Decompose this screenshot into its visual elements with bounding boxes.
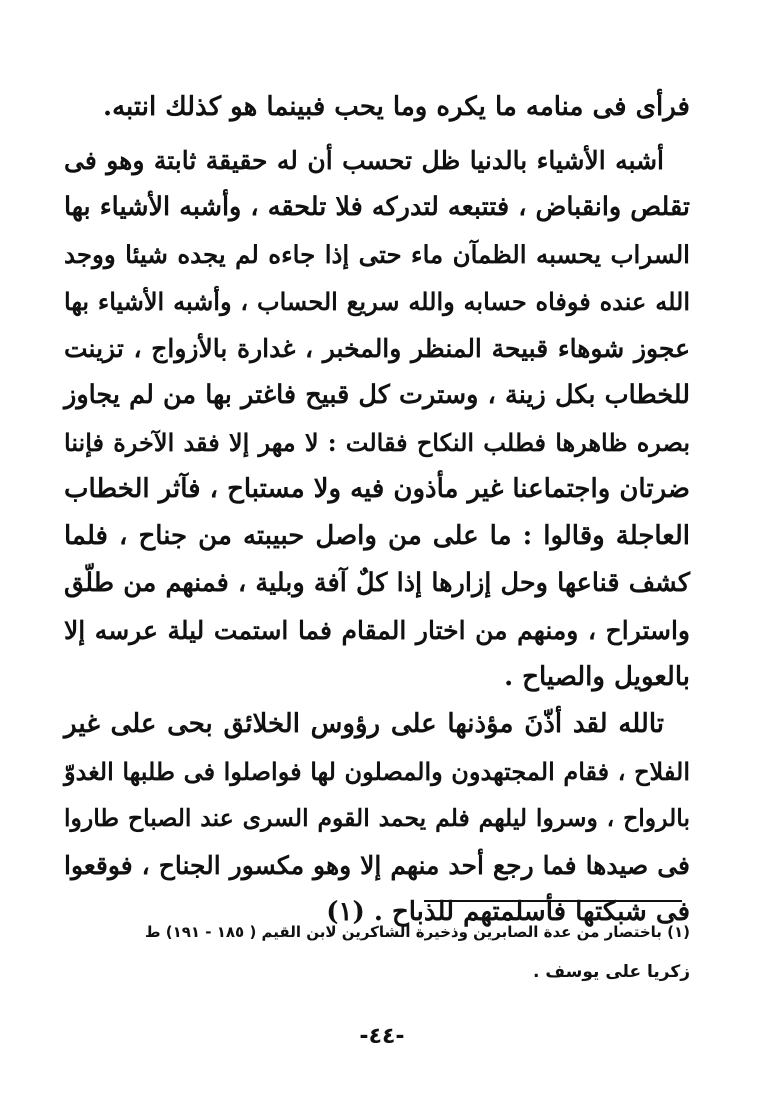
text-line: السراب يحسبه الظمآن ماء حتى إذا جاءه لم يجده شيئا ووجد xyxy=(64,240,690,269)
text-line: الله عنده فوفاه حسابه والله سريع الحساب ، وأشبه الأشياء بها xyxy=(64,287,690,316)
footnote-line: زكريا على يوسف . xyxy=(533,962,690,982)
text-line: فى صيدها فما رجع أحد منهم إلا وهو مكسور الجناح ، فوقعوا xyxy=(64,851,690,880)
footnote-line: (١) باختصار من عدة الصابرين وذخيرة الشاكرين لابن القيم ( ١٨٥ - ١٩١) ط xyxy=(144,923,690,941)
footnotes xyxy=(128,912,690,992)
main-text xyxy=(64,84,690,936)
text-line: واستراح ، ومنهم من اختار المقام فما استمت ليلة عرسه إلا xyxy=(64,616,690,645)
text-line: عجوز شوهاء قبيحة المنظر والمخبر ، غدارة بالأزواج ، تزينت xyxy=(64,334,690,363)
text-line: للخطاب بكل زينة ، وسترت كل قبيح فاغتر بها من لم يجاوز xyxy=(64,380,690,410)
text-line: بصره ظاهرها فطلب النكاح فقالت : لا مهر إلا فقد الآخرة فإننا xyxy=(64,428,690,457)
text-line: الفلاح ، فقام المجتهدون والمصلون لها فواصلوا فى طلبها الغدوّ xyxy=(64,757,691,786)
text-line: ضرتان واجتماعنا غير مأذون فيه ولا مستباح ، فآثر الخطاب xyxy=(63,474,690,504)
page-number: -٤٤- xyxy=(359,1024,405,1049)
text-line: كشف قناعها وحل إزارها إذا كلٌ آفة وبلية ، فمنهم من طلّق xyxy=(64,568,690,598)
footnote-divider xyxy=(424,900,682,902)
text-line: فرأى فى منامه ما يكره وما يحب فبينما هو كذلك انتبه. xyxy=(103,92,690,122)
text-line: فى شبكتها فأسلمتهم للذباح . (١) xyxy=(326,897,690,927)
text-line: بالعويل والصياح . xyxy=(504,662,690,692)
text-line: تالله لقد أذّنَ مؤذنها على رؤوس الخلائق بحى على غير xyxy=(64,709,664,739)
text-line: أشبه الأشياء بالدنيا ظل تحسب أن له حقيقة ثابتة وهو فى xyxy=(64,146,664,175)
text-line: العاجلة وقالوا : ما على من واصل حبيبته من جناح ، فلما xyxy=(64,521,690,551)
text-line: تقلص وانقباض ، فتتبعه لتدركه فلا تلحقه ، وأشبه الأشياء بها xyxy=(64,192,690,222)
text-line: بالرواح ، وسروا ليلهم فلم يحمد القوم السرى عند الصباح طاروا xyxy=(64,804,690,832)
